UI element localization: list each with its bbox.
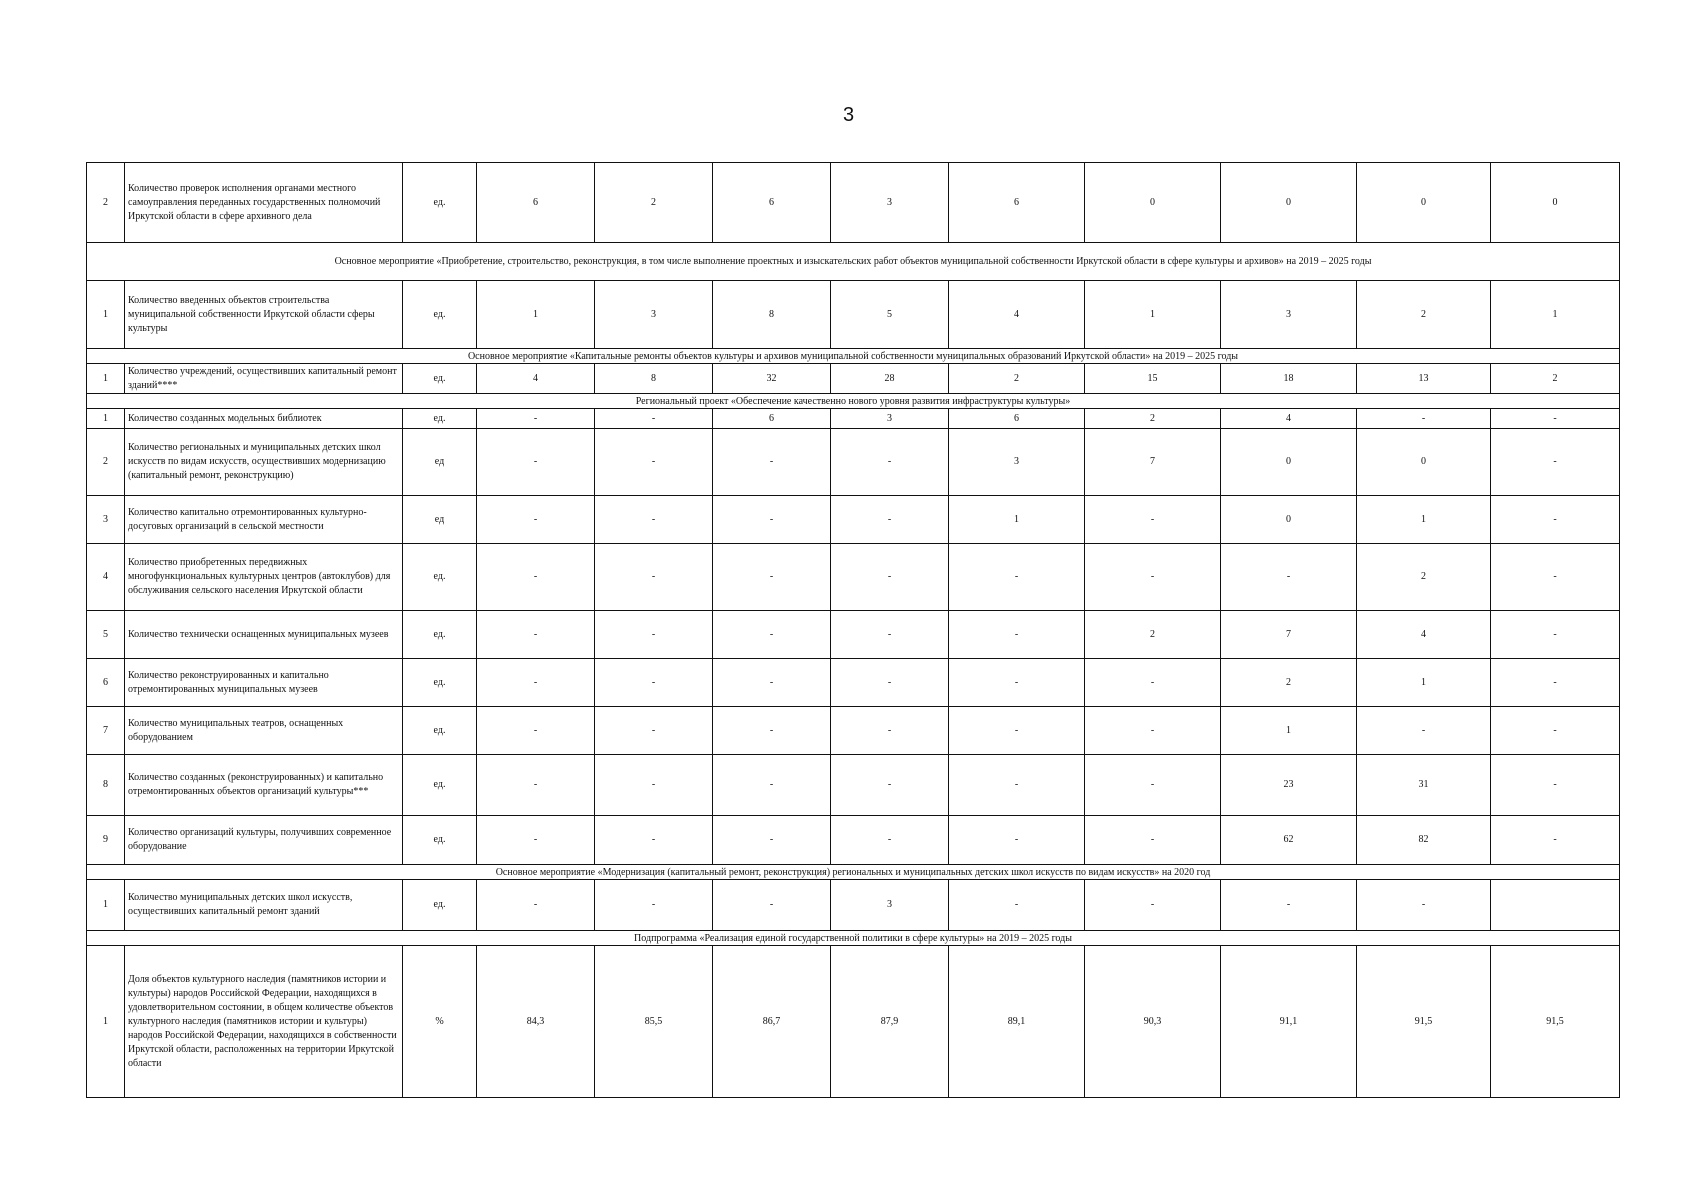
value-cell: - xyxy=(831,707,949,755)
value-cell: - xyxy=(1085,707,1221,755)
value-cell: 6 xyxy=(949,409,1085,429)
value-cell: 3 xyxy=(1221,281,1357,349)
value-cell: - xyxy=(1085,659,1221,707)
row-number: 9 xyxy=(87,816,125,865)
value-cell: 90,3 xyxy=(1085,946,1221,1098)
value-cell: - xyxy=(713,755,831,816)
value-cell: 3 xyxy=(595,281,713,349)
value-cell: 3 xyxy=(831,880,949,931)
value-cell: - xyxy=(595,409,713,429)
value-cell: - xyxy=(1221,544,1357,611)
indicators-table xyxy=(86,162,1620,1098)
value-cell: 1 xyxy=(1357,496,1491,544)
table-row xyxy=(87,364,1620,394)
value-cell: 0 xyxy=(1357,429,1491,496)
value-cell: - xyxy=(1085,816,1221,865)
row-number: 1 xyxy=(87,880,125,931)
section-heading-row xyxy=(87,931,1620,946)
indicator-name: Количество реконструированных и капитально отремонтированных муниципальных музеев xyxy=(125,659,403,707)
value-cell: 4 xyxy=(477,364,595,394)
value-cell: 0 xyxy=(1491,163,1620,243)
value-cell: - xyxy=(713,816,831,865)
indicator-name: Количество капитально отремонтированных культурно-досуговых организаций в сельской местности xyxy=(125,496,403,544)
table-row xyxy=(87,659,1620,707)
value-cell: 8 xyxy=(595,364,713,394)
indicator-name: Количество муниципальных детских школ искусств, осуществивших капитальный ремонт зданий xyxy=(125,880,403,931)
value-cell: 85,5 xyxy=(595,946,713,1098)
value-cell: - xyxy=(831,429,949,496)
row-number: 1 xyxy=(87,946,125,1098)
value-cell: 4 xyxy=(1357,611,1491,659)
value-cell: 3 xyxy=(949,429,1085,496)
value-cell: 89,1 xyxy=(949,946,1085,1098)
value-cell: 31 xyxy=(1357,755,1491,816)
indicator-name: Количество муниципальных театров, оснащенных оборудованием xyxy=(125,707,403,755)
unit-cell: ед. xyxy=(403,816,477,865)
row-number: 1 xyxy=(87,281,125,349)
value-cell: 84,3 xyxy=(477,946,595,1098)
value-cell: 7 xyxy=(1085,429,1221,496)
value-cell: 13 xyxy=(1357,364,1491,394)
value-cell: 2 xyxy=(595,163,713,243)
value-cell: 2 xyxy=(1221,659,1357,707)
section-heading-row xyxy=(87,394,1620,409)
value-cell: 0 xyxy=(1221,163,1357,243)
value-cell: 3 xyxy=(831,163,949,243)
unit-cell: ед. xyxy=(403,364,477,394)
value-cell: - xyxy=(477,816,595,865)
indicator-name: Количество введенных объектов строительства муниципальной собственности Иркутской области сферы культуры xyxy=(125,281,403,349)
table-row xyxy=(87,544,1620,611)
table-row xyxy=(87,880,1620,931)
unit-cell: ед xyxy=(403,429,477,496)
unit-cell: ед. xyxy=(403,281,477,349)
value-cell: 1 xyxy=(1357,659,1491,707)
value-cell: 15 xyxy=(1085,364,1221,394)
value-cell: 0 xyxy=(1221,429,1357,496)
table-row xyxy=(87,755,1620,816)
value-cell: - xyxy=(595,429,713,496)
value-cell: - xyxy=(831,816,949,865)
section-heading: Основное мероприятие «Модернизация (капитальный ремонт, реконструкция) региональных и муниципальных детских школ искусств по видам искусств» на 2020 год xyxy=(87,865,1620,880)
value-cell: - xyxy=(1085,544,1221,611)
table-row xyxy=(87,429,1620,496)
value-cell: - xyxy=(477,409,595,429)
value-cell: - xyxy=(949,816,1085,865)
section-heading-row xyxy=(87,349,1620,364)
row-number: 4 xyxy=(87,544,125,611)
value-cell: - xyxy=(595,544,713,611)
row-number: 3 xyxy=(87,496,125,544)
indicator-name: Количество созданных (реконструированных) и капитально отремонтированных объектов организаций культуры*** xyxy=(125,755,403,816)
section-heading-row xyxy=(87,243,1620,281)
value-cell: - xyxy=(595,659,713,707)
value-cell: 6 xyxy=(713,409,831,429)
unit-cell: ед. xyxy=(403,544,477,611)
value-cell: 1 xyxy=(477,281,595,349)
value-cell: - xyxy=(831,496,949,544)
value-cell: - xyxy=(477,429,595,496)
value-cell: - xyxy=(1491,755,1620,816)
value-cell: - xyxy=(477,659,595,707)
indicator-name: Количество учреждений, осуществивших капитальный ремонт зданий**** xyxy=(125,364,403,394)
value-cell: 6 xyxy=(949,163,1085,243)
value-cell: 8 xyxy=(713,281,831,349)
row-number: 2 xyxy=(87,163,125,243)
value-cell: - xyxy=(713,707,831,755)
value-cell: - xyxy=(831,611,949,659)
table-row xyxy=(87,281,1620,349)
value-cell: - xyxy=(1491,659,1620,707)
section-heading: Региональный проект «Обеспечение качественно нового уровня развития инфраструктуры культуры» xyxy=(87,394,1620,409)
table-row xyxy=(87,163,1620,243)
value-cell: - xyxy=(1491,707,1620,755)
unit-cell: ед. xyxy=(403,755,477,816)
indicator-name: Количество региональных и муниципальных детских школ искусств по видам искусств, осуществивших модернизацию (капитальный ремонт, реконструкцию) xyxy=(125,429,403,496)
value-cell: 1 xyxy=(1491,281,1620,349)
row-number: 8 xyxy=(87,755,125,816)
value-cell: 62 xyxy=(1221,816,1357,865)
value-cell: - xyxy=(713,880,831,931)
value-cell: - xyxy=(595,755,713,816)
row-number: 1 xyxy=(87,364,125,394)
value-cell: - xyxy=(1491,816,1620,865)
value-cell: - xyxy=(595,707,713,755)
table-row xyxy=(87,946,1620,1098)
value-cell: - xyxy=(1491,409,1620,429)
section-heading-row xyxy=(87,865,1620,880)
unit-cell: % xyxy=(403,946,477,1098)
table-row xyxy=(87,611,1620,659)
value-cell: - xyxy=(1221,880,1357,931)
table-row xyxy=(87,496,1620,544)
value-cell: - xyxy=(595,496,713,544)
value-cell: 86,7 xyxy=(713,946,831,1098)
value-cell: 2 xyxy=(1085,409,1221,429)
row-number: 5 xyxy=(87,611,125,659)
value-cell: 4 xyxy=(1221,409,1357,429)
value-cell: - xyxy=(1491,496,1620,544)
value-cell: - xyxy=(1491,611,1620,659)
unit-cell: ед. xyxy=(403,611,477,659)
value-cell: 18 xyxy=(1221,364,1357,394)
value-cell: 6 xyxy=(713,163,831,243)
indicator-name: Количество технически оснащенных муниципальных музеев xyxy=(125,611,403,659)
value-cell: - xyxy=(713,611,831,659)
row-number: 7 xyxy=(87,707,125,755)
table-row xyxy=(87,816,1620,865)
value-cell: - xyxy=(477,544,595,611)
unit-cell: ед. xyxy=(403,409,477,429)
value-cell: 1 xyxy=(1085,281,1221,349)
value-cell: - xyxy=(1357,409,1491,429)
value-cell: 0 xyxy=(1221,496,1357,544)
value-cell: - xyxy=(949,880,1085,931)
value-cell: - xyxy=(595,611,713,659)
unit-cell: ед. xyxy=(403,659,477,707)
unit-cell: ед xyxy=(403,496,477,544)
section-heading: Основное мероприятие «Приобретение, строительство, реконструкция, в том числе выполнение проектных и изыскательских работ объектов муниципальной собственности Иркутской области в сфере культуры и архивов» на 2019 – 2025 годы xyxy=(87,243,1620,281)
value-cell: 28 xyxy=(831,364,949,394)
value-cell: - xyxy=(1491,544,1620,611)
indicator-name: Количество проверок исполнения органами местного самоуправления переданных государственных полномочий Иркутской области в сфере архивного дела xyxy=(125,163,403,243)
value-cell: - xyxy=(477,880,595,931)
value-cell: - xyxy=(831,544,949,611)
value-cell: - xyxy=(477,611,595,659)
page-number: 3 xyxy=(842,104,855,126)
value-cell: - xyxy=(595,880,713,931)
value-cell: 5 xyxy=(831,281,949,349)
unit-cell: ед. xyxy=(403,707,477,755)
value-cell: - xyxy=(713,659,831,707)
value-cell: 32 xyxy=(713,364,831,394)
section-heading: Основное мероприятие «Капитальные ремонты объектов культуры и архивов муниципальной собственности муниципальных образований Иркутской области» на 2019 – 2025 годы xyxy=(87,349,1620,364)
value-cell: - xyxy=(1085,496,1221,544)
indicator-name: Доля объектов культурного наследия (памятников истории и культуры) народов Российской Федерации, находящихся в удовлетворительном состоянии, в общем количестве объектов культурного наследия (памятников истории и культуры) народов Российской Федерации, находящихся в собственности Иркутской области, расположенных на территории Иркутской области xyxy=(125,946,403,1098)
value-cell: - xyxy=(595,816,713,865)
value-cell: - xyxy=(1085,755,1221,816)
unit-cell: ед. xyxy=(403,880,477,931)
value-cell xyxy=(1491,880,1620,931)
value-cell: - xyxy=(949,707,1085,755)
value-cell: - xyxy=(949,544,1085,611)
value-cell: 2 xyxy=(1491,364,1620,394)
value-cell: 91,5 xyxy=(1491,946,1620,1098)
indicator-name: Количество организаций культуры, получивших современное оборудование xyxy=(125,816,403,865)
value-cell: 7 xyxy=(1221,611,1357,659)
value-cell: - xyxy=(1357,880,1491,931)
row-number: 2 xyxy=(87,429,125,496)
indicator-name: Количество созданных модельных библиотек xyxy=(125,409,403,429)
row-number: 1 xyxy=(87,409,125,429)
value-cell: 2 xyxy=(1085,611,1221,659)
value-cell: - xyxy=(477,755,595,816)
value-cell: 0 xyxy=(1357,163,1491,243)
section-heading: Подпрограмма «Реализация единой государственной политики в сфере культуры» на 2019 – 2025 годы xyxy=(87,931,1620,946)
indicator-name: Количество приобретенных передвижных многофункциональных культурных центров (автоклубов) для обслуживания сельского населения Иркутской области xyxy=(125,544,403,611)
value-cell: 91,1 xyxy=(1221,946,1357,1098)
value-cell: - xyxy=(949,659,1085,707)
value-cell: - xyxy=(1085,880,1221,931)
value-cell: - xyxy=(831,755,949,816)
value-cell: - xyxy=(713,496,831,544)
value-cell: - xyxy=(713,429,831,496)
value-cell: - xyxy=(713,544,831,611)
value-cell: 2 xyxy=(1357,544,1491,611)
value-cell: - xyxy=(477,496,595,544)
value-cell: 4 xyxy=(949,281,1085,349)
value-cell: - xyxy=(1491,429,1620,496)
value-cell: 2 xyxy=(1357,281,1491,349)
value-cell: 91,5 xyxy=(1357,946,1491,1098)
value-cell: 2 xyxy=(949,364,1085,394)
value-cell: 1 xyxy=(949,496,1085,544)
table-row xyxy=(87,707,1620,755)
unit-cell: ед. xyxy=(403,163,477,243)
row-number: 6 xyxy=(87,659,125,707)
value-cell: - xyxy=(1357,707,1491,755)
value-cell: - xyxy=(949,611,1085,659)
table-row xyxy=(87,409,1620,429)
value-cell: 0 xyxy=(1085,163,1221,243)
value-cell: - xyxy=(949,755,1085,816)
value-cell: 82 xyxy=(1357,816,1491,865)
value-cell: 1 xyxy=(1221,707,1357,755)
value-cell: 23 xyxy=(1221,755,1357,816)
value-cell: 3 xyxy=(831,409,949,429)
value-cell: 87,9 xyxy=(831,946,949,1098)
value-cell: - xyxy=(477,707,595,755)
value-cell: 6 xyxy=(477,163,595,243)
value-cell: - xyxy=(831,659,949,707)
